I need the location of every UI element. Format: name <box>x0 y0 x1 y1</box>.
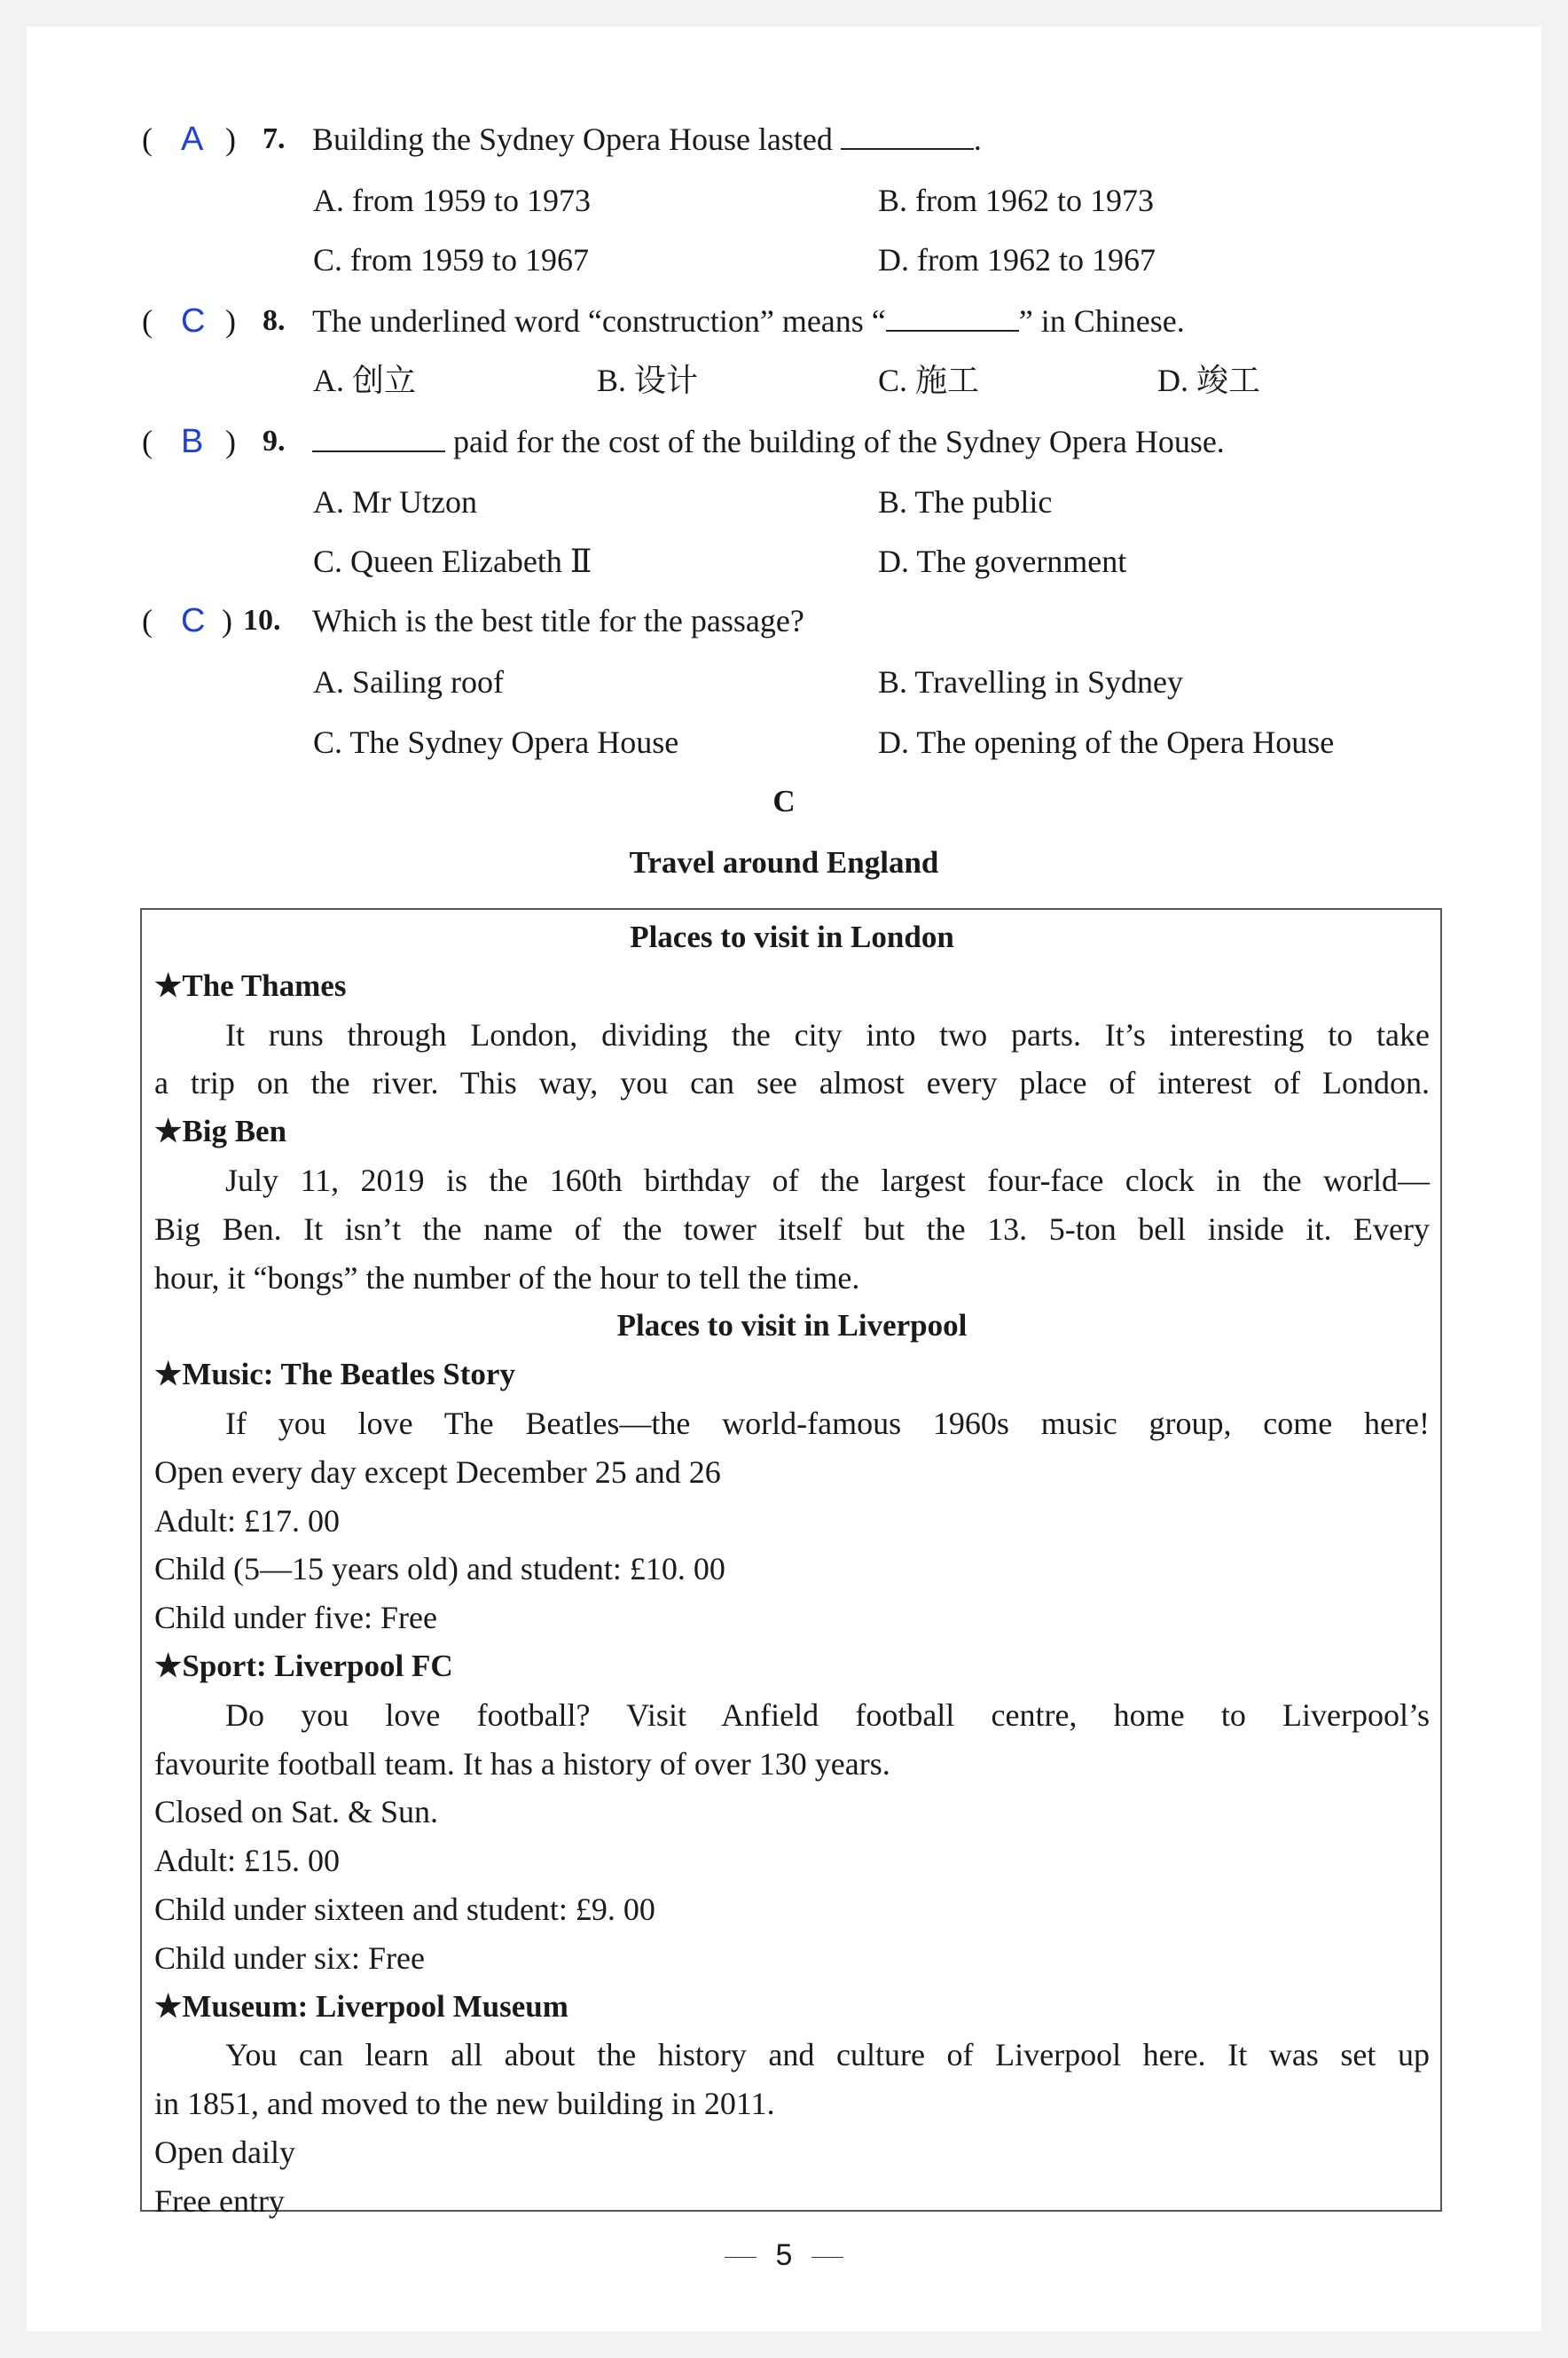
option-b: B. Travelling in Sydney <box>878 664 1184 700</box>
option-d: D. The government <box>878 544 1127 579</box>
info-line: Child under five: Free <box>154 1600 437 1636</box>
info-line: Open daily <box>154 2134 295 2170</box>
question-text: The underlined word “construction” means “ ” in Chinese. <box>312 303 1185 339</box>
option-c: C. from 1959 to 1967 <box>313 242 589 278</box>
option-c: C. The Sydney Opera House <box>313 725 679 760</box>
option-a: A. Mr Utzon <box>313 484 477 520</box>
question-number: 7. <box>263 122 286 155</box>
option-d: D. from 1962 to 1967 <box>878 242 1156 278</box>
answer: C <box>181 602 206 639</box>
option-c: C. Queen Elizabeth Ⅱ <box>313 544 592 579</box>
option-b: B. 设计 <box>597 363 699 398</box>
close-bracket: ) <box>222 603 232 638</box>
question-number: 10. <box>243 604 281 637</box>
option-d: D. 竣工 <box>1157 363 1260 398</box>
info-line: Adult: £17. 00 <box>154 1502 341 1539</box>
paragraph-line: Big Ben. It isn’t the name of the tower itself but the 13. 5-ton bell inside it. Every <box>154 1210 1430 1247</box>
paragraph-line: If you love The Beatles—the world-famous 1960s music group, come here! <box>225 1405 1430 1441</box>
liverpool-heading: Places to visit in Liverpool <box>616 1308 968 1344</box>
page-number: 5 <box>0 2238 1568 2273</box>
museum-heading: ★Museum: Liverpool Museum <box>154 1988 568 2024</box>
open-bracket: ( <box>142 424 153 459</box>
paragraph-line: in 1851, and moved to the new building in 2011. <box>154 2086 775 2122</box>
option-a: A. from 1959 to 1973 <box>313 183 591 218</box>
close-bracket: ) <box>225 303 236 339</box>
travel-info-box <box>140 908 1442 2219</box>
question-text: Building the Sydney Opera House lasted . <box>312 121 982 157</box>
paragraph-line: July 11, 2019 is the 160th birthday of the largest four-face clock in the world— <box>225 1162 1430 1198</box>
answer: A <box>181 121 204 158</box>
info-line: Adult: £15. 00 <box>154 1843 341 1879</box>
close-bracket: ) <box>225 424 236 459</box>
option-d: D. The opening of the Opera House <box>878 725 1335 760</box>
paragraph-line: hour, it “bongs” the number of the hour to tell the time. <box>154 1259 860 1296</box>
open-bracket: ( <box>142 603 153 638</box>
paragraph-line: It runs through London, dividing the city into two parts. It’s interesting to take <box>225 1016 1430 1053</box>
option-a: A. 创立 <box>313 363 416 398</box>
open-bracket: ( <box>142 303 153 339</box>
option-b: B. from 1962 to 1973 <box>878 183 1154 218</box>
sport-heading: ★Sport: Liverpool FC <box>154 1648 453 1683</box>
info-line: Child under six: Free <box>154 1939 425 1976</box>
music-heading: ★Music: The Beatles Story <box>154 1357 515 1392</box>
question-number: 9. <box>263 425 286 458</box>
question-number: 8. <box>263 304 286 337</box>
answer: B <box>181 423 204 460</box>
close-bracket: ) <box>225 121 236 157</box>
thames-heading: ★The Thames <box>154 967 347 1003</box>
info-line: Free entry <box>154 2182 285 2219</box>
info-line: Closed on Sat. & Sun. <box>154 1794 439 1830</box>
open-bracket: ( <box>142 121 153 157</box>
option-b: B. The public <box>878 484 1053 520</box>
option-a: A. Sailing roof <box>313 664 504 700</box>
bigben-heading: ★Big Ben <box>154 1114 287 1149</box>
answer: C <box>181 302 206 340</box>
info-line: Child (5—15 years old) and student: £10. 00 <box>154 1551 725 1587</box>
info-line: Open every day except December 25 and 26 <box>154 1453 721 1490</box>
paragraph-line: a trip on the river. This way, you can see almost every place of interest of London. <box>154 1065 1430 1101</box>
section-letter: C <box>772 784 796 819</box>
info-line: Child under sixteen and student: £9. 00 <box>154 1891 655 1927</box>
paragraph-line: Do you love football? Visit Anfield football centre, home to Liverpool’s <box>225 1696 1430 1733</box>
paragraph-line: You can learn all about the history and culture of Liverpool here. It was set up <box>225 2037 1430 2073</box>
question-text: Which is the best title for the passage? <box>312 603 804 638</box>
paragraph-line: favourite football team. It has a history of over 130 years. <box>154 1745 890 1782</box>
london-heading: Places to visit in London <box>630 920 954 954</box>
section-title: Travel around England <box>629 845 939 880</box>
question-text: paid for the cost of the building of the Sydney Opera House. <box>312 422 1225 461</box>
option-c: C. 施工 <box>878 363 980 398</box>
